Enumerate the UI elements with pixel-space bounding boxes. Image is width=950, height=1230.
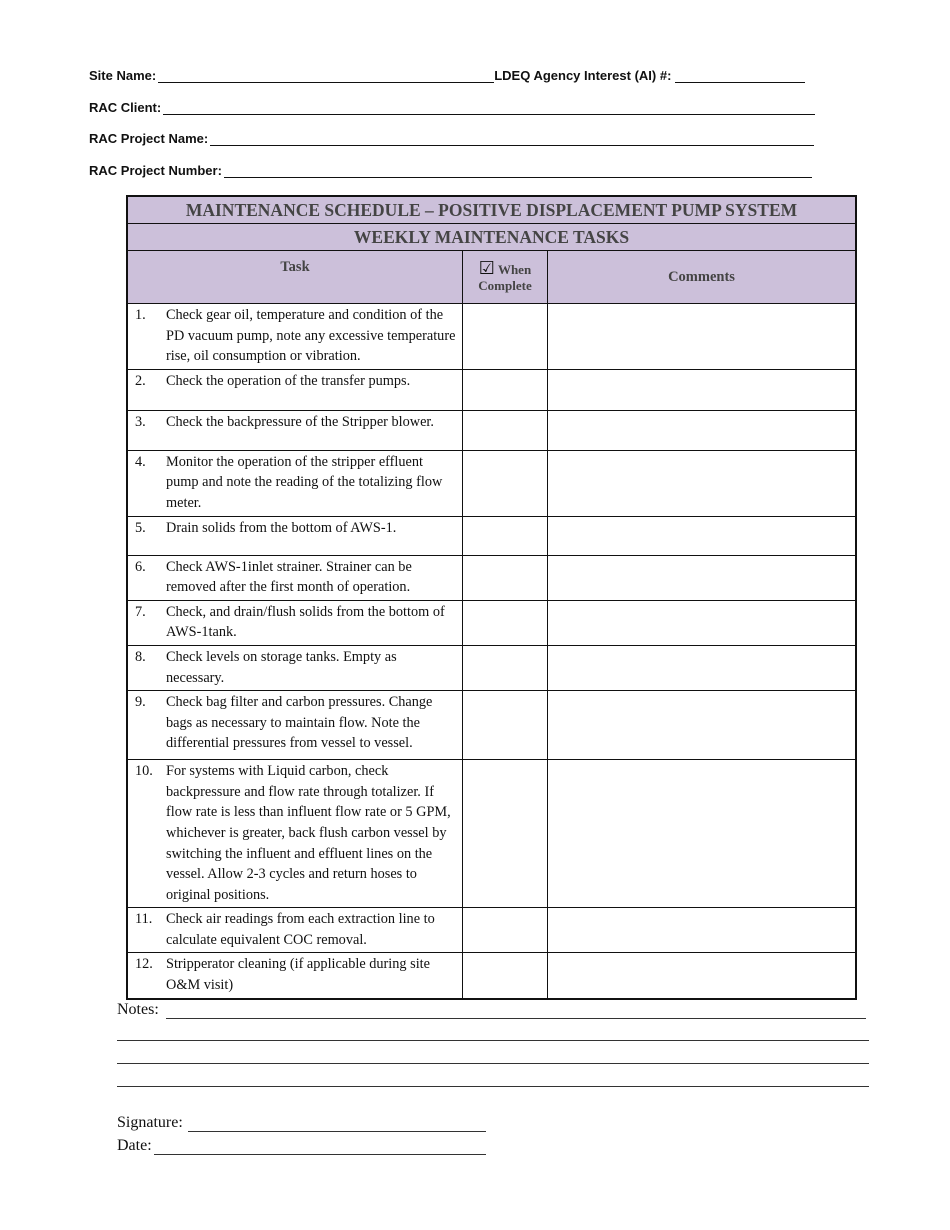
- task-number: 8.: [135, 648, 146, 665]
- table-title: MAINTENANCE SCHEDULE – POSITIVE DISPLACEMENT PUMP SYSTEM: [127, 196, 856, 224]
- table-row: [127, 410, 856, 450]
- task-number: 6.: [135, 558, 146, 575]
- date-label: Date:: [117, 1137, 152, 1154]
- when-complete-cell[interactable]: [463, 645, 548, 690]
- when-complete-cell[interactable]: [463, 410, 548, 450]
- task-cell: [127, 600, 463, 645]
- when-complete-label: When Complete: [478, 261, 532, 293]
- date-line[interactable]: [154, 1154, 486, 1155]
- task-number: 4.: [135, 453, 146, 470]
- task-number: 12.: [135, 956, 153, 973]
- task-number: 3.: [135, 413, 146, 430]
- task-text: Check AWS-1inlet strainer. Strainer can be removed after the first month of operation.: [166, 558, 412, 596]
- task-cell: [127, 450, 463, 516]
- task-number: 1.: [135, 307, 146, 323]
- site-name-field[interactable]: [158, 68, 494, 83]
- notes-line-4[interactable]: [117, 1086, 869, 1087]
- task-text: Check gear oil, temperature and condition of the PD vacuum pump, note any excessive temperature rise, oil consumption or vibration.: [166, 307, 456, 365]
- task-number: 2.: [135, 372, 146, 389]
- table-row: [127, 953, 856, 999]
- task-number: 5.: [135, 519, 146, 536]
- notes-line-2[interactable]: [117, 1040, 869, 1041]
- task-text: Check the backpressure of the Stripper blower.: [166, 413, 434, 430]
- table-row: [127, 760, 856, 908]
- when-complete-cell[interactable]: [463, 908, 548, 953]
- task-text: Monitor the operation of the stripper effluent pump and note the reading of the totalizing flow meter.: [166, 453, 443, 511]
- task-text: Stripperator cleaning (if applicable during site O&M visit): [166, 956, 431, 994]
- table-row: [127, 304, 856, 370]
- task-text: For systems with Liquid carbon, check backpressure and flow rate through totalizer. If flow rate is less than influent flow rate or 5 GPM, whichever is greater, back flush carbon vessel by switching the influent and effluent lines on the vessel. Allow 2-3 cycles and return hoses to original positions.: [166, 763, 451, 903]
- checkbox-checked-icon: ☑: [478, 257, 495, 279]
- when-complete-cell[interactable]: [463, 555, 548, 600]
- notes-line-3[interactable]: [117, 1063, 869, 1064]
- task-text: Check bag filter and carbon pressures. Change bags as necessary to maintain flow. Note the differential pressures from vessel to vessel.: [166, 694, 433, 752]
- comments-cell[interactable]: [548, 304, 857, 370]
- task-cell: [127, 760, 463, 908]
- when-complete-cell[interactable]: [463, 760, 548, 908]
- rac-project-name-row: [89, 131, 814, 146]
- comments-cell[interactable]: [548, 691, 857, 760]
- table-subtitle: WEEKLY MAINTENANCE TASKS: [127, 224, 856, 251]
- comments-cell[interactable]: [548, 516, 857, 555]
- rac-client-row: [89, 100, 815, 115]
- task-cell: [127, 516, 463, 555]
- comments-cell[interactable]: [548, 600, 857, 645]
- ldeq-label: LDEQ Agency Interest (AI) #:: [494, 68, 672, 83]
- task-text: Check levels on storage tanks. Empty as necessary.: [166, 648, 397, 686]
- rac-project-name-label: RAC Project Name:: [89, 131, 209, 146]
- task-text: Drain solids from the bottom of AWS-1.: [166, 519, 397, 536]
- task-cell: [127, 304, 463, 370]
- column-header-when-complete: [463, 251, 548, 304]
- rac-client-field[interactable]: [163, 100, 815, 115]
- notes-label: Notes:: [117, 1001, 159, 1018]
- task-number: 9.: [135, 694, 146, 711]
- rac-project-number-label: RAC Project Number:: [89, 163, 222, 178]
- comments-cell[interactable]: [548, 953, 857, 999]
- when-complete-cell[interactable]: [463, 450, 548, 516]
- ldeq-ai-field[interactable]: [675, 68, 805, 83]
- comments-cell[interactable]: [548, 369, 857, 410]
- rac-client-label: RAC Client:: [89, 100, 162, 115]
- when-complete-cell[interactable]: [463, 691, 548, 760]
- task-number: 10.: [135, 763, 153, 780]
- task-cell: [127, 555, 463, 600]
- notes-line-1[interactable]: [166, 1018, 866, 1019]
- rac-project-number-row: [89, 163, 812, 178]
- table-row: [127, 555, 856, 600]
- task-cell: [127, 645, 463, 690]
- task-cell: [127, 369, 463, 410]
- table-row: [127, 908, 856, 953]
- when-complete-cell[interactable]: [463, 953, 548, 999]
- when-complete-cell[interactable]: [463, 600, 548, 645]
- maintenance-schedule-table: [126, 195, 857, 1000]
- task-cell: [127, 908, 463, 953]
- comments-cell[interactable]: [548, 555, 857, 600]
- task-rows: [127, 304, 856, 999]
- rac-project-name-field[interactable]: [210, 131, 814, 146]
- table-row: [127, 645, 856, 690]
- table-row: [127, 691, 856, 760]
- task-text: Check the operation of the transfer pumps.: [166, 372, 411, 389]
- table-row: [127, 600, 856, 645]
- column-header-comments: Comments: [548, 251, 857, 304]
- when-complete-cell[interactable]: [463, 516, 548, 555]
- table-row: [127, 450, 856, 516]
- task-text: Check, and drain/flush solids from the bottom of AWS-1tank.: [166, 603, 445, 641]
- comments-cell[interactable]: [548, 760, 857, 908]
- task-cell: [127, 953, 463, 999]
- comments-cell[interactable]: [548, 645, 857, 690]
- task-number: 7.: [135, 603, 146, 620]
- when-complete-cell[interactable]: [463, 304, 548, 370]
- comments-cell[interactable]: [548, 450, 857, 516]
- table-row: [127, 516, 856, 555]
- rac-project-number-field[interactable]: [224, 163, 812, 178]
- signature-label: Signature:: [117, 1114, 183, 1131]
- when-complete-cell[interactable]: [463, 369, 548, 410]
- site-name-label: Site Name:: [89, 68, 157, 83]
- task-number: 11.: [135, 911, 153, 928]
- task-text: Check air readings from each extraction line to calculate equivalent COC removal.: [166, 911, 435, 948]
- table-row: [127, 369, 856, 410]
- comments-cell[interactable]: [548, 410, 857, 450]
- task-cell: [127, 410, 463, 450]
- signature-line[interactable]: [188, 1131, 486, 1132]
- site-name-row: [89, 68, 805, 83]
- column-header-task: Task: [127, 251, 463, 304]
- comments-cell[interactable]: [548, 908, 857, 953]
- task-cell: [127, 691, 463, 760]
